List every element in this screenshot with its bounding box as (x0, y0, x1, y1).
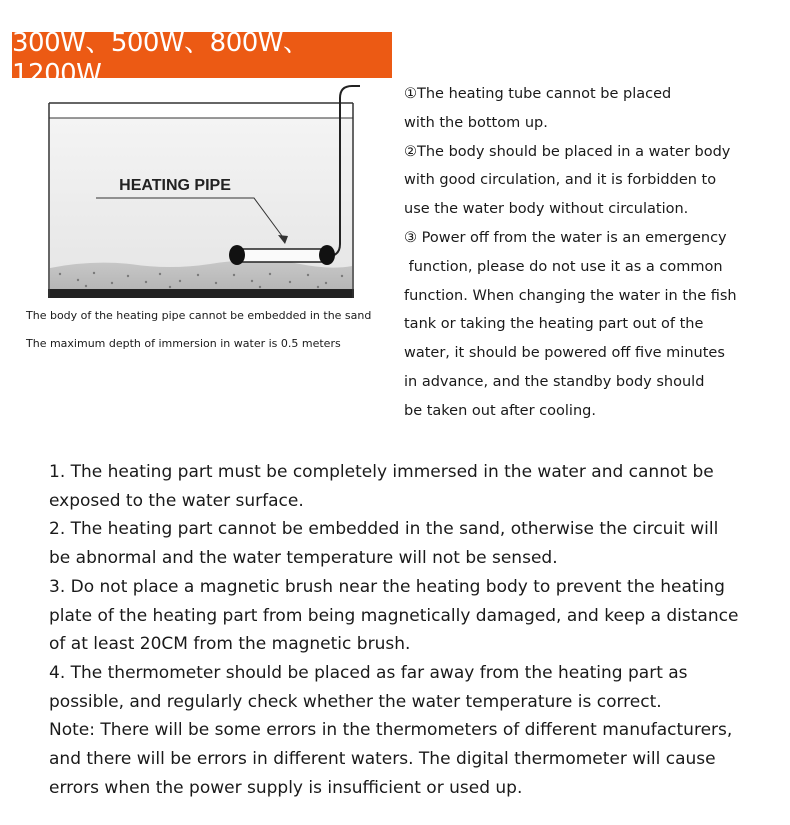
note-line: ②The body should be placed in a water body (404, 143, 731, 160)
rule-line: and there will be errors in different waters. The digital thermometer will cause (49, 749, 716, 770)
note-line: function, please do not use it as a common (404, 258, 723, 275)
rule-line: possible, and regularly check whether the water temperature is correct. (49, 691, 662, 712)
note-line: tank or taking the heating part out of the (404, 316, 704, 333)
pipe-cap-left (229, 245, 245, 265)
note-line: be taken out after cooling. (404, 402, 596, 419)
safety-rules (49, 458, 779, 802)
note-line: use the water body without circulation. (404, 201, 689, 218)
note-line: with the bottom up. (404, 114, 548, 131)
rule-line: errors when the power supply is insufficient or used up. (49, 777, 523, 798)
note-line: in advance, and the standby body should (404, 373, 705, 390)
rule-line: Note: There will be some errors in the thermometers of different manufacturers, (49, 720, 733, 741)
pipe-cap-right (319, 245, 335, 265)
usage-notes (404, 80, 784, 426)
sand-caption: The body of the heating pipe cannot be embedded in the sand (26, 309, 372, 322)
rule-line: 3. Do not place a magnetic brush near the heating body to prevent the heating (49, 576, 725, 597)
tank-bottom (48, 289, 354, 298)
tank-diagram (20, 78, 400, 310)
rule-line: plate of the heating part from being magnetically damaged, and keep a distance (49, 605, 739, 626)
note-line: ①The heating tube cannot be placed (404, 86, 672, 102)
rule-line: be abnormal and the water temperature will not be sensed. (49, 548, 558, 569)
rule-line: 2. The heating part cannot be embedded in the sand, otherwise the circuit will (49, 519, 719, 540)
depth-caption: The maximum depth of immersion in water is 0.5 meters (26, 337, 341, 350)
note-line: with good circulation, and it is forbidden to (404, 172, 717, 189)
rule-line: of at least 20CM from the magnetic brush. (49, 634, 411, 655)
rule-line: 1. The heating part must be completely immersed in the water and cannot be (49, 462, 714, 482)
note-line: function. When changing the water in the fish (404, 287, 737, 304)
rule-line: exposed to the water surface. (49, 490, 304, 511)
tank-diagram-svg (20, 78, 400, 310)
wattage-banner (12, 27, 392, 89)
wattage-title: 300W、500W、800W、1200W (12, 27, 309, 89)
heating-pipe (238, 249, 324, 262)
heating-pipe-label: HEATING PIPE (119, 177, 231, 194)
rule-line: 4. The thermometer should be placed as far away from the heating part as (49, 662, 688, 683)
note-line: ③ Power off from the water is an emergency (404, 229, 727, 246)
note-line: water, it should be powered off five minutes (404, 345, 725, 362)
